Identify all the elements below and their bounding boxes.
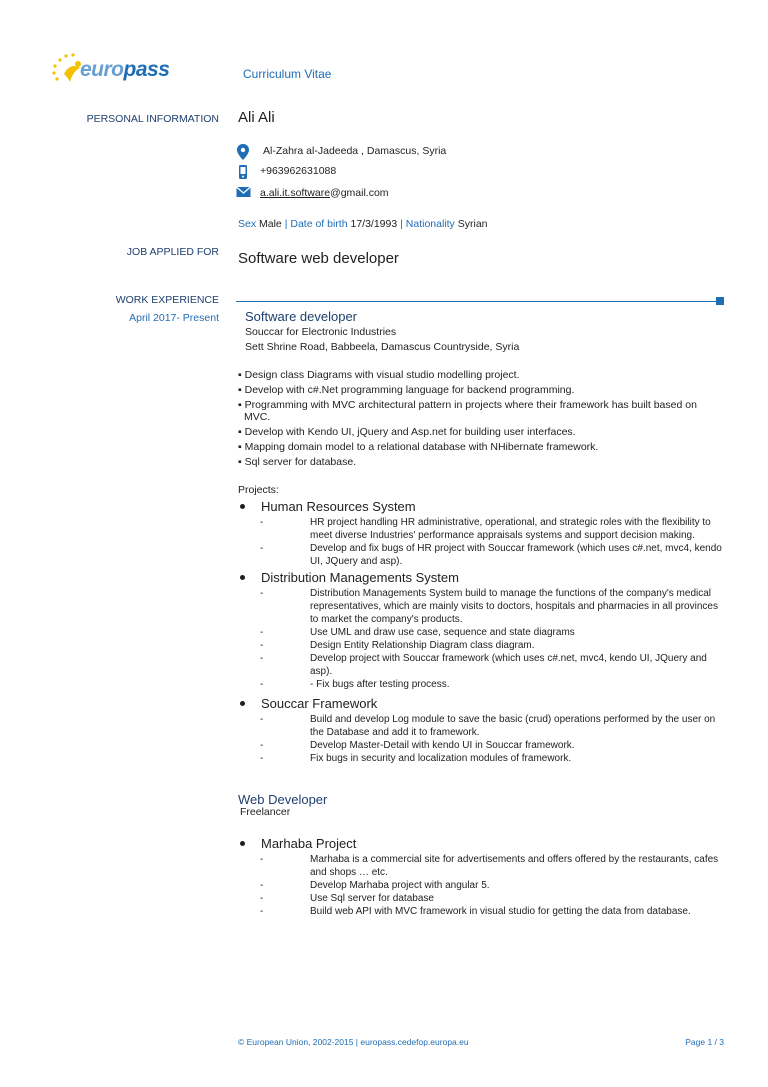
- project-block: [233, 569, 728, 691]
- email-domain: @gmail.com: [330, 187, 389, 199]
- sex-label: Sex: [238, 218, 257, 230]
- bullet-dot: [240, 841, 245, 846]
- list-item: - Develop project with Souccar framework (which uses c#.net, mvc4, kendo UI, JQuery and asp).: [260, 653, 707, 677]
- job-date: April 2017- Present: [129, 312, 219, 324]
- footer-copyright: © European Union, 2002-2015 | europass.cedefop.europa.eu: [238, 1037, 469, 1047]
- project-name: Human Resources System: [261, 499, 416, 514]
- employer-name: Freelancer: [240, 806, 291, 818]
- projects-label: Projects:: [238, 484, 279, 496]
- job-applied-label: JOB APPLIED FOR: [126, 246, 219, 258]
- project-block: [233, 498, 728, 568]
- logo-pass-text: pass: [123, 58, 170, 81]
- email-row: [236, 185, 389, 201]
- separator: |: [400, 218, 403, 230]
- bullet-dot: [240, 504, 245, 509]
- footer-page-number: Page 1 / 3: [685, 1037, 724, 1047]
- list-item: - Marhaba is a commercial site for advertisements and offers offered by the restaurants, cafes and shops … etc.: [260, 854, 719, 878]
- phone-text: +963962631088: [260, 165, 337, 177]
- list-item: - Develop Master-Detail with kendo UI in Souccar framework.: [260, 740, 575, 751]
- envelope-icon: [236, 186, 250, 200]
- sex-value: Male: [259, 218, 282, 230]
- section-divider: [236, 301, 716, 302]
- list-item: - Design Entity Relationship Diagram class diagram.: [260, 640, 535, 651]
- list-item: ▪ Sql server for database.: [238, 456, 357, 468]
- address-text: Al-Zahra al-Jadeeda , Damascus, Syria: [263, 145, 447, 157]
- responsibilities-list: [238, 368, 728, 470]
- phone-row: [236, 163, 336, 179]
- location-pin-icon: [236, 144, 250, 158]
- employer-address: Sett Shrine Road, Babbeela, Damascus Countryside, Syria: [245, 341, 520, 353]
- project-block: [233, 835, 728, 918]
- job-title: Software developer: [245, 309, 358, 324]
- list-item: - Fix bugs in security and localization modules of framework.: [260, 753, 572, 764]
- list-item: ▪ Develop with Kendo UI, jQuery and Asp.net for building user interfaces.: [238, 426, 576, 438]
- mobile-phone-icon: [236, 164, 250, 178]
- project-name: Marhaba Project: [261, 836, 357, 851]
- doc-title: Curriculum Vitae: [243, 67, 332, 81]
- list-item: - Use Sql server for database: [260, 893, 434, 904]
- list-item: MVC.: [244, 411, 271, 423]
- list-item: - - Fix bugs after testing process.: [260, 679, 450, 690]
- list-item: ▪ Develop with c#.Net programming language for backend programming.: [238, 384, 575, 396]
- list-item: - Develop and fix bugs of HR project with Souccar framework (which uses c#.net, mvc4, kendo UI, JQuery and asp).: [260, 543, 722, 567]
- list-item: - Build web API with MVC framework in visual studio for getting the data from database.: [260, 906, 691, 917]
- personal-details-line: [238, 218, 488, 230]
- separator: |: [284, 218, 288, 230]
- project-name: Distribution Managements System: [261, 570, 459, 585]
- work-experience-label: WORK EXPERIENCE: [115, 294, 219, 306]
- dob-value: 17/3/1993: [350, 218, 398, 230]
- job-applied-value: Software web developer: [238, 250, 399, 267]
- logo-euro-text: euro: [80, 58, 124, 81]
- list-item: - HR project handling HR administrative, operational, and strategic roles with the flexibility to meet diverse Industries' performance appraisals systems and support decision making.: [260, 517, 711, 541]
- list-item: ▪ Design class Diagrams with visual studio modelling project.: [238, 369, 520, 381]
- list-item: - Use UML and draw use case, sequence and state diagrams: [260, 627, 575, 638]
- address-row: [236, 143, 446, 159]
- nationality-label: Nationality: [405, 218, 455, 230]
- section-divider-marker: [716, 297, 724, 305]
- person-name: Ali Ali: [238, 109, 275, 126]
- list-item: - Distribution Managements System build to manage the functions of the company's medical representatives, which are mainly visits to doctors, hospitals and pharmacies in all provinces to market the company's products.: [260, 588, 718, 625]
- bullet-dot: [240, 575, 245, 580]
- project-name: Souccar Framework: [261, 696, 378, 711]
- list-item: - Develop Marhaba project with angular 5.: [260, 880, 490, 891]
- job-title: Web Developer: [238, 792, 328, 807]
- list-item: ▪ Programming with MVC architectural pattern in projects where their framework has built based on: [238, 399, 697, 411]
- bullet-dot: [240, 701, 245, 706]
- list-item: - Build and develop Log module to save the basic (crud) operations performed by the user on the Database and add it to framework.: [260, 714, 716, 738]
- list-item: ▪ Mapping domain model to a relational database with NHibernate framework.: [238, 441, 599, 453]
- email-link[interactable]: a.ali.it.software: [260, 187, 331, 199]
- employer-name: Souccar for Electronic Industries: [245, 326, 397, 338]
- dob-label: Date of birth: [290, 218, 348, 230]
- project-block: [233, 695, 728, 765]
- personal-information-label: PERSONAL INFORMATION: [86, 113, 219, 125]
- europass-logo: [50, 52, 170, 88]
- nationality-value: Syrian: [457, 218, 488, 230]
